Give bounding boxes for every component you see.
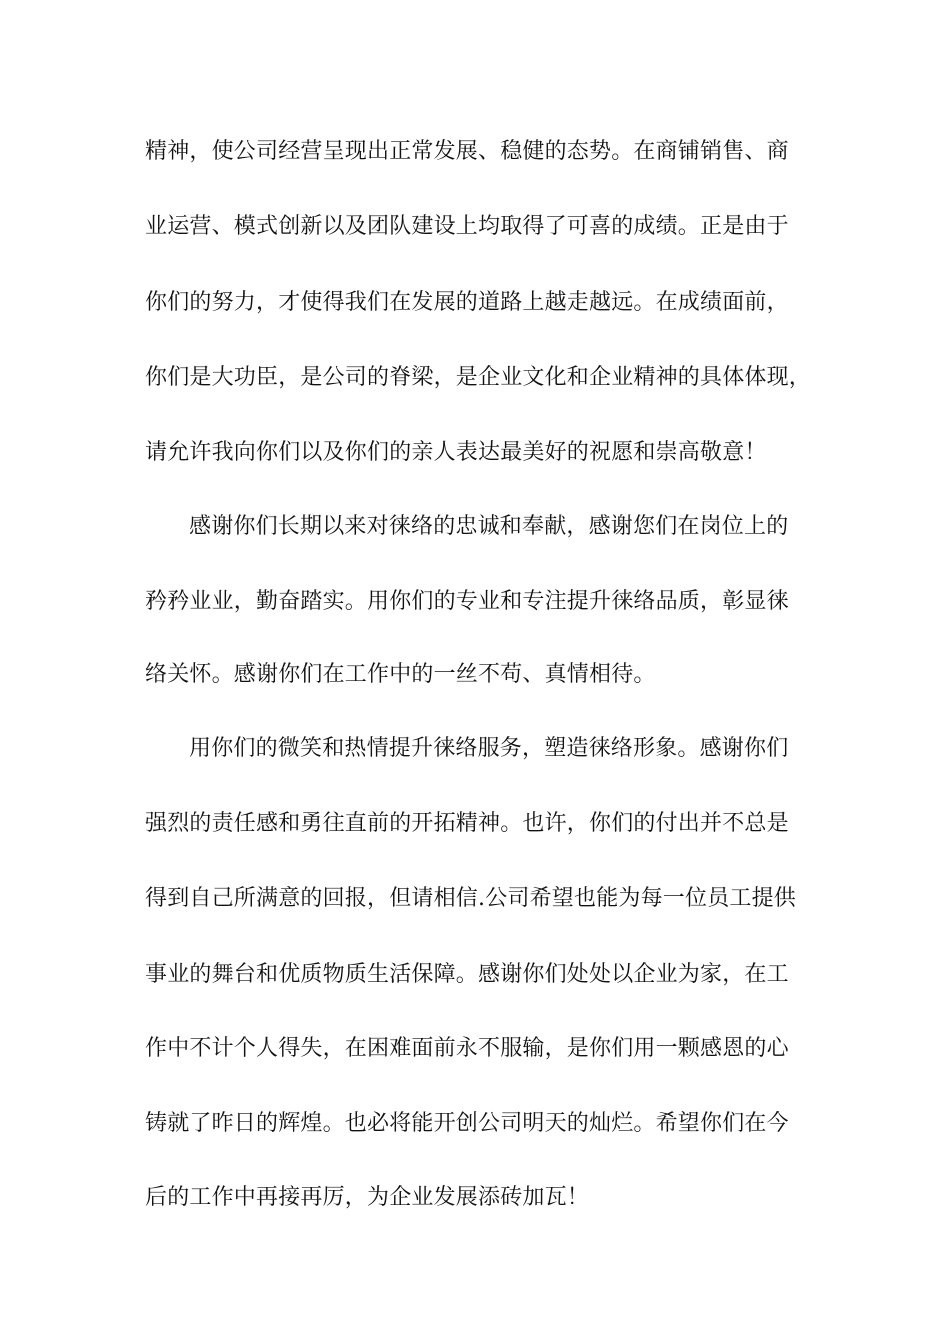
- text-line: 请允许我向你们以及你们的亲人表达最美好的祝愿和崇高敬意！: [145, 440, 767, 465]
- text-line-paragraph-start: 用你们的微笑和热情提升徕络服务，塑造徕络形象。感谢你们: [189, 736, 789, 761]
- text-line: 作中不计个人得失，在困难面前永不服输，是你们用一颗感恩的心: [145, 1036, 789, 1061]
- text-line: 强烈的责任感和勇往直前的开拓精神。也许，你们的付出并不总是: [145, 811, 789, 836]
- text-line: 业运营、模式创新以及团队建设上均取得了可喜的成绩。正是由于: [145, 214, 789, 239]
- text-line: 事业的舞台和优质物质生活保障。感谢你们处处以企业为家，在工: [145, 962, 789, 987]
- text-line-paragraph-start: 感谢你们长期以来对徕络的忠诚和奉献，感谢您们在岗位上的: [189, 514, 789, 539]
- text-line: 你们的努力，才使得我们在发展的道路上越走越远。在成绩面前，: [145, 290, 789, 315]
- text-line: 矜矜业业，勤奋踏实。用你们的专业和专注提升徕络品质，彰显徕: [145, 589, 789, 614]
- text-line: 络关怀。感谢你们在工作中的一丝不苟、真情相待。: [145, 662, 656, 687]
- text-line: 铸就了昨日的辉煌。也必将能开创公司明天的灿烂。希望你们在今: [145, 1111, 789, 1136]
- text-line: 后的工作中再接再厉，为企业发展添砖加瓦！: [145, 1185, 590, 1210]
- text-line: 你们是大功臣，是公司的脊梁，是企业文化和企业精神的具体体现，: [145, 365, 812, 390]
- text-line: 得到自己所满意的回报，但请相信.公司希望也能为每一位员工提供: [145, 886, 796, 911]
- text-line: 精神，使公司经营呈现出正常发展、稳健的态势。在商铺销售、商: [145, 139, 789, 164]
